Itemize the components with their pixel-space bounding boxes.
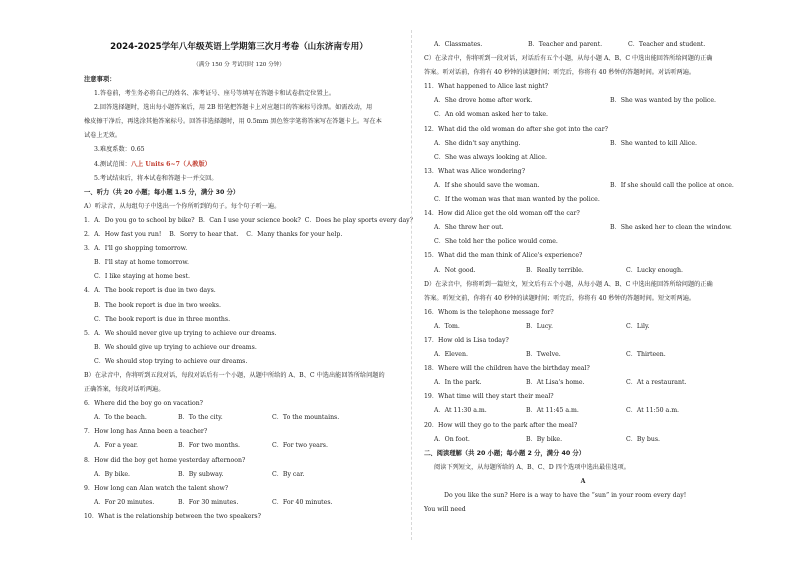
question-15: 15．What did the man think of Alice's experience? — [424, 252, 583, 260]
question-4-b: B．The book report is due in two weeks. — [94, 301, 221, 309]
question-6: 6．Where did the boy go on vacation? — [84, 400, 203, 408]
question-4-c: C．The book report is due in three months. — [94, 315, 231, 323]
question-11-ab: A．She drove home after work. B．She was wanted by the police. — [434, 97, 717, 105]
column-divider — [411, 30, 412, 540]
section1-heading: 一、听力（共 20 小题；每小题 1.5 分，满分 30 分） — [84, 188, 240, 196]
question-18: 18．Where will the children have the birthday meal? — [424, 365, 590, 373]
question-17-options: A．Eleven. B．Twelve. C．Thirteen. — [434, 351, 666, 359]
question-9-options: A．For 20 minutes. B．For 30 minutes. C．For 40 minutes. — [94, 498, 333, 506]
question-16: 16．Whom is the telephone message for? — [424, 308, 554, 316]
page-subtitle: （满分 150 分 考试用时 120 分钟） — [193, 62, 285, 68]
part-b-instr-cont: 正确答案，每段对话听两遍。 — [84, 386, 165, 394]
passage-line-2: You will need — [424, 506, 466, 514]
question-9: 9．How long can Alan watch the talent show? — [84, 484, 229, 492]
note-5: 5.考试结束后，将本试卷和答题卡一并交回。 — [94, 174, 218, 182]
question-19-options: A．At 11:30 a.m. B．At 11:45 a.m. C．At 11:50 a.m. — [434, 407, 680, 415]
question-17: 17．How old is Lisa today? — [424, 336, 509, 344]
question-14-c: C．She told her the police would come. — [434, 238, 558, 246]
section2-instr: 阅读下列短文，从每题所给的 A、B、C、D 四个选项中选出最佳选项。 — [434, 463, 630, 471]
part-d-instr: D）在录音中，你将听到一篇短文，短文后有五个小题，从每小题 A、B、C 中选出能回答所给问题的正确 — [424, 280, 713, 288]
page-title: 2024-2025学年八年级英语上学期第三次月考卷（山东济南专用） — [110, 42, 368, 52]
question-13-ab: A．If she should save the woman. B．If she should call the police at once. — [434, 181, 734, 189]
question-13-c: C．If the woman was that man wanted by the police. — [434, 196, 600, 204]
question-5: 5．A．We should never give up trying to achieve our dreams. — [84, 329, 277, 337]
part-c-instr: C）在录音中，你将听到一段对话，对话后有五个小题，从每小题 A、B、C 中选出能回答所给问题的正确 — [424, 55, 713, 63]
note-2: 2.回答选择题时，选出每小题答案后，用 2B 铅笔把答题卡上对应题目的答案标号涂黑。如需改动，用 — [94, 104, 373, 112]
question-10-options: A．Classmates. B．Teacher and parent. C．Teacher and student. — [434, 41, 706, 48]
question-8-options: A．By bike. B．By subway. C．By car. — [94, 470, 305, 478]
test-scope: 八上 Units 6~7（人教版） — [130, 160, 211, 168]
right-column — [424, 38, 742, 517]
question-4: 4．A．The book report is due in two days. — [84, 287, 216, 295]
note-2-cont: 橡皮擦干净后，再选涂其他答案标号。回答非选择题时，用 0.5mm 黑色签字笔将答案写在答题卡上。写在本 — [84, 118, 382, 126]
question-11-c: C．An old woman asked her to take. — [434, 111, 549, 119]
note-3: 3.难度系数：0.65 — [94, 146, 145, 154]
question-20: 20．How will they go to the park after the meal? — [424, 421, 578, 429]
question-12-ab: A．She didn't say anything. B．She wanted to kill Alice. — [434, 139, 697, 147]
section2-heading: 二、阅读理解（共 20 小题；每小题 2 分，满分 40 分） — [424, 449, 585, 457]
question-13: 13．What was Alice wondering? — [424, 167, 526, 175]
question-3: 3．A．I'll go shopping tomorrow. — [84, 245, 188, 253]
question-5-c: C．We should stop trying to achieve our dreams. — [94, 357, 248, 365]
question-16-options: A．Tom. B．Lucy. C．Lily. — [434, 322, 650, 330]
question-2: 2．A．How fast you run! B．Sorry to hear that. C．Many thanks for your help. — [84, 231, 343, 239]
question-5-b: B．We should give up trying to achieve our dreams. — [94, 343, 257, 351]
question-12: 12．What did the old woman do after she got into the car? — [424, 125, 608, 133]
question-6-options: A．To the beach. B．To the city. C．To the mountains. — [94, 414, 340, 422]
left-column — [84, 73, 413, 524]
part-b-instr: B）在录音中，你将听到五段对话，每段对话后有一个小题，从题中所给的 A、B、C 中选出能回答所给问题的 — [84, 371, 385, 379]
question-3-b: B．I'll stay at home tomorrow. — [94, 259, 189, 267]
question-3-c: C．I like staying at home best. — [94, 273, 191, 281]
passage-label: A — [580, 477, 586, 485]
note-4: 4.测试范围：八上 Units 6~7（人教版） — [94, 160, 211, 168]
part-c-instr-cont: 答案。听对话前，你将有 40 秒钟的读题时间；听完后，你将有 40 秒钟的答题时间。对话听两遍。 — [424, 69, 696, 77]
question-19: 19．What time will they start their meal? — [424, 393, 554, 401]
part-a-instr: A）听录音，从每组句子中选出一个你所听到的句子。每个句子听一遍。 — [84, 202, 281, 210]
question-12-c: C．She was always looking at Alice. — [434, 153, 547, 161]
question-8: 8．How did the boy get home yesterday afternoon? — [84, 456, 246, 464]
question-20-options: A．On foot. B．By bike. C．By bus. — [434, 435, 661, 443]
question-14: 14．How did Alice get the old woman off the car? — [424, 210, 580, 218]
question-7-options: A．For a year. B．For two months. C．For two years. — [94, 442, 328, 450]
part-d-instr-cont: 答案。听短文前，你将有 40 秒钟的读题时间；听完后，你将有 40 秒钟的答题时间。短文听两遍。 — [424, 294, 696, 302]
note-1: 1.答卷前，考生务必将自己的姓名、准考证号、座号等填写在答题卡和试卷指定位置上。 — [94, 90, 336, 98]
question-11: 11．What happened to Alice last night? — [424, 83, 549, 91]
question-15-options: A．Not good. B．Really terrible. C．Lucky enough. — [434, 266, 683, 274]
notes-heading: 注意事项： — [84, 76, 116, 83]
question-18-options: A．In the park. B．At Lisa's home. C．At a restaurant. — [434, 379, 687, 387]
question-1: 1．A．Do you go to school by bike? B．Can I use your science book? C．Does he play sports every day? — [84, 216, 413, 224]
question-14-ab: A．She threw her out. B．She asked her to clean the window. — [434, 224, 732, 232]
question-7: 7．How long has Anna been a teacher? — [84, 428, 208, 436]
passage-line-1: Do you like the sun? Here is a way to have the “sun” in your room every day! — [444, 492, 687, 499]
note-2-end: 试卷上无效。 — [84, 132, 122, 140]
question-10: 10．What is the relationship between the two speakers? — [84, 512, 261, 520]
